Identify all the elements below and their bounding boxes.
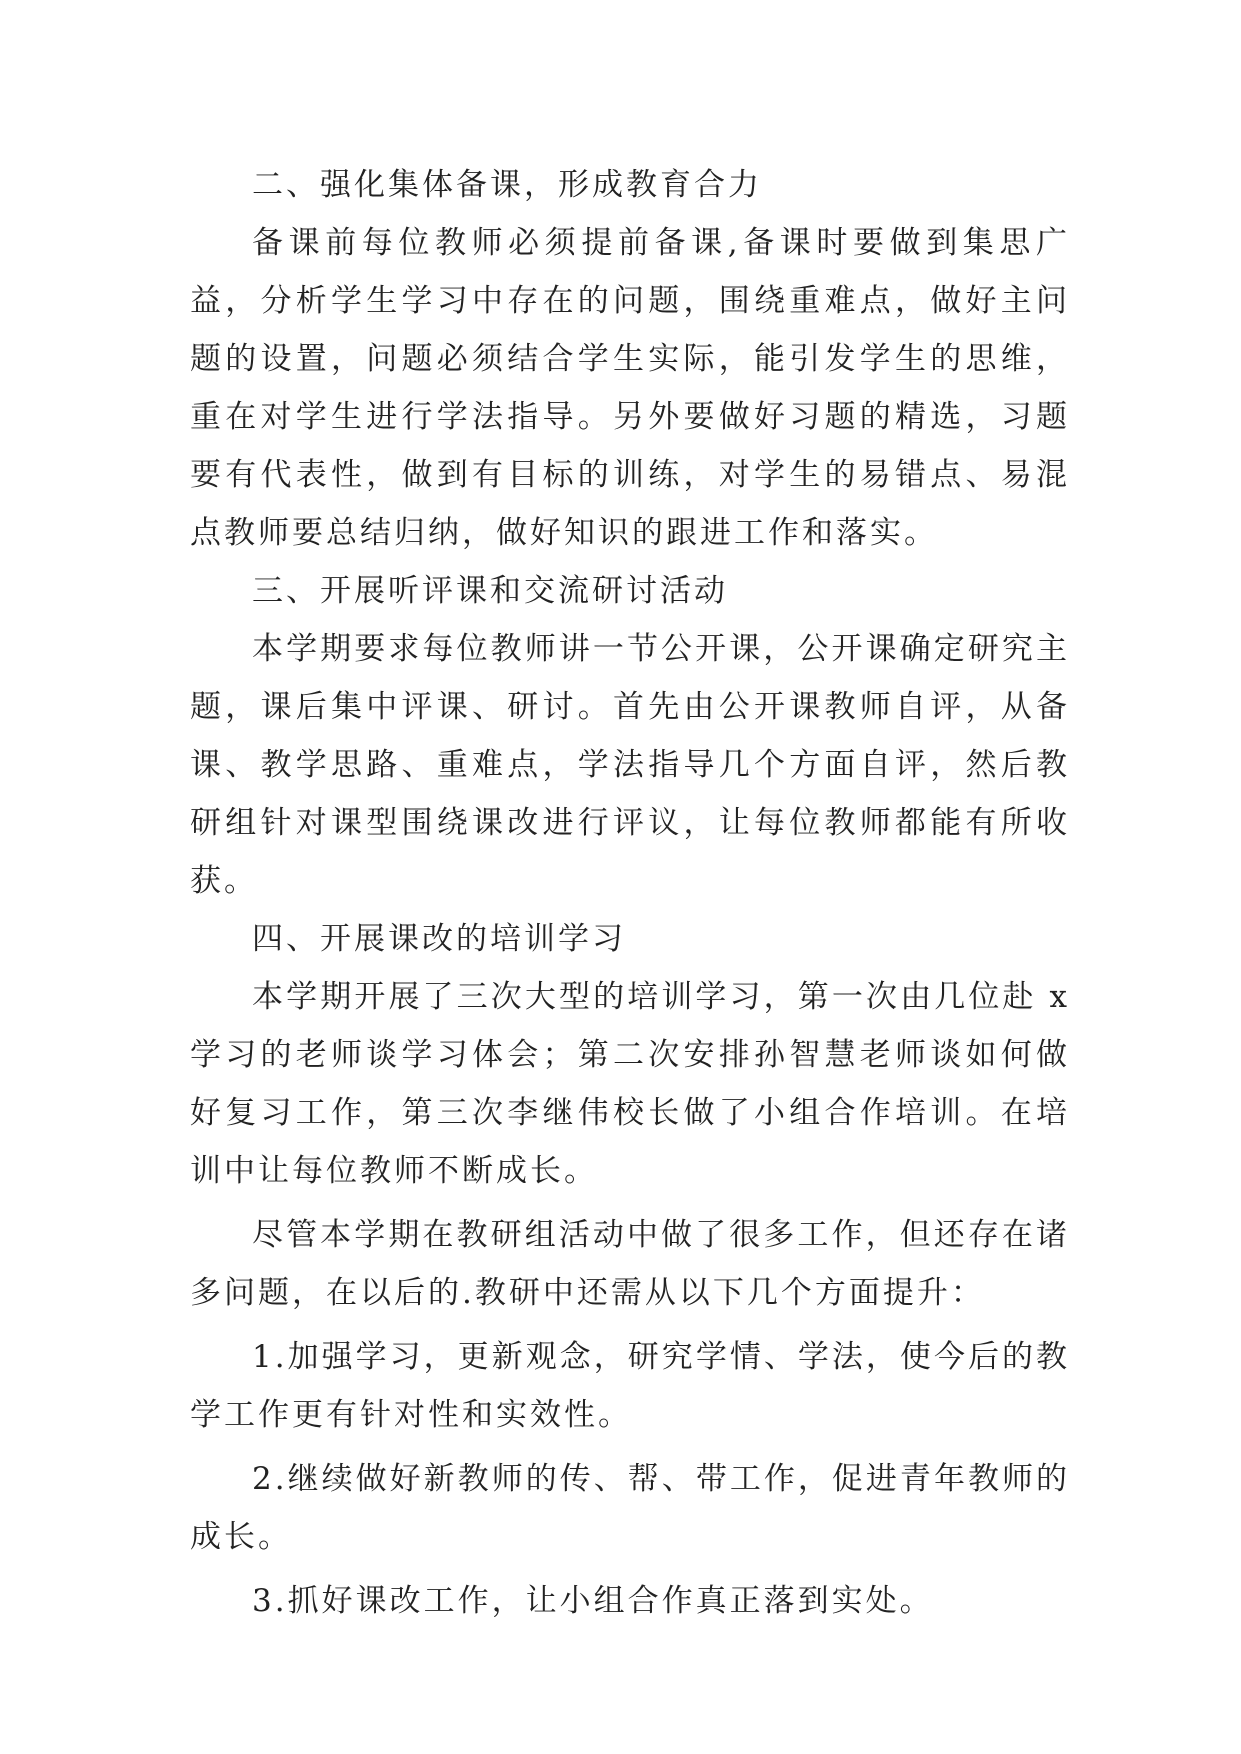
list-item-2: 2.继续做好新教师的传、帮、带工作，促进青年教师的成长。 xyxy=(190,1461,1070,1555)
paragraph-lesson-prep: 备课前每位教师必须提前备课,备课时要做到集思广益，分析学生学习中存在的问题，围绕重难点，做好主问题的设置，问题必须结合学生实际，能引发学生的思维，重在对学生进行学法指导。另外要做好习题的精选，习题要有代表性，做到有目标的训练，对学生的易错点、易混点教师要总结归纳，做好知识的跟进工作和落实。 xyxy=(190,225,1070,551)
section-heading-2: 二、强化集体备课，形成教育合力 xyxy=(252,167,762,203)
document-body xyxy=(190,156,1070,1630)
list-item-3: 3.抓好课改工作，让小组合作真正落到实处。 xyxy=(252,1583,934,1619)
paragraph-open-class: 本学期要求每位教师讲一节公开课，公开课确定研究主题，课后集中评课、研讨。首先由公开课教师自评，从备课、教学思路、重难点，学法指导几个方面自评，然后教研组针对课型围绕课改进行评议，让每位教师都能有所收获。 xyxy=(190,631,1070,899)
paragraph-training: 本学期开展了三次大型的培训学习，第一次由几位赴 x 学习的老师谈学习体会；第二次安排孙智慧老师谈如何做好复习工作，第三次李继伟校长做了小组合作培训。在培训中让每位教师不断成长。 xyxy=(190,979,1070,1189)
list-item-1: 1.加强学习，更新观念，研究学情、学法，使今后的教学工作更有针对性和实效性。 xyxy=(190,1339,1070,1433)
section-heading-4: 四、开展课改的培训学习 xyxy=(252,921,626,957)
section-heading-3: 三、开展听评课和交流研讨活动 xyxy=(252,573,728,609)
paragraph-problems: 尽管本学期在教研组活动中做了很多工作，但还存在诸多问题，在以后的.教研中还需从以下几个方面提升： xyxy=(190,1217,1070,1311)
